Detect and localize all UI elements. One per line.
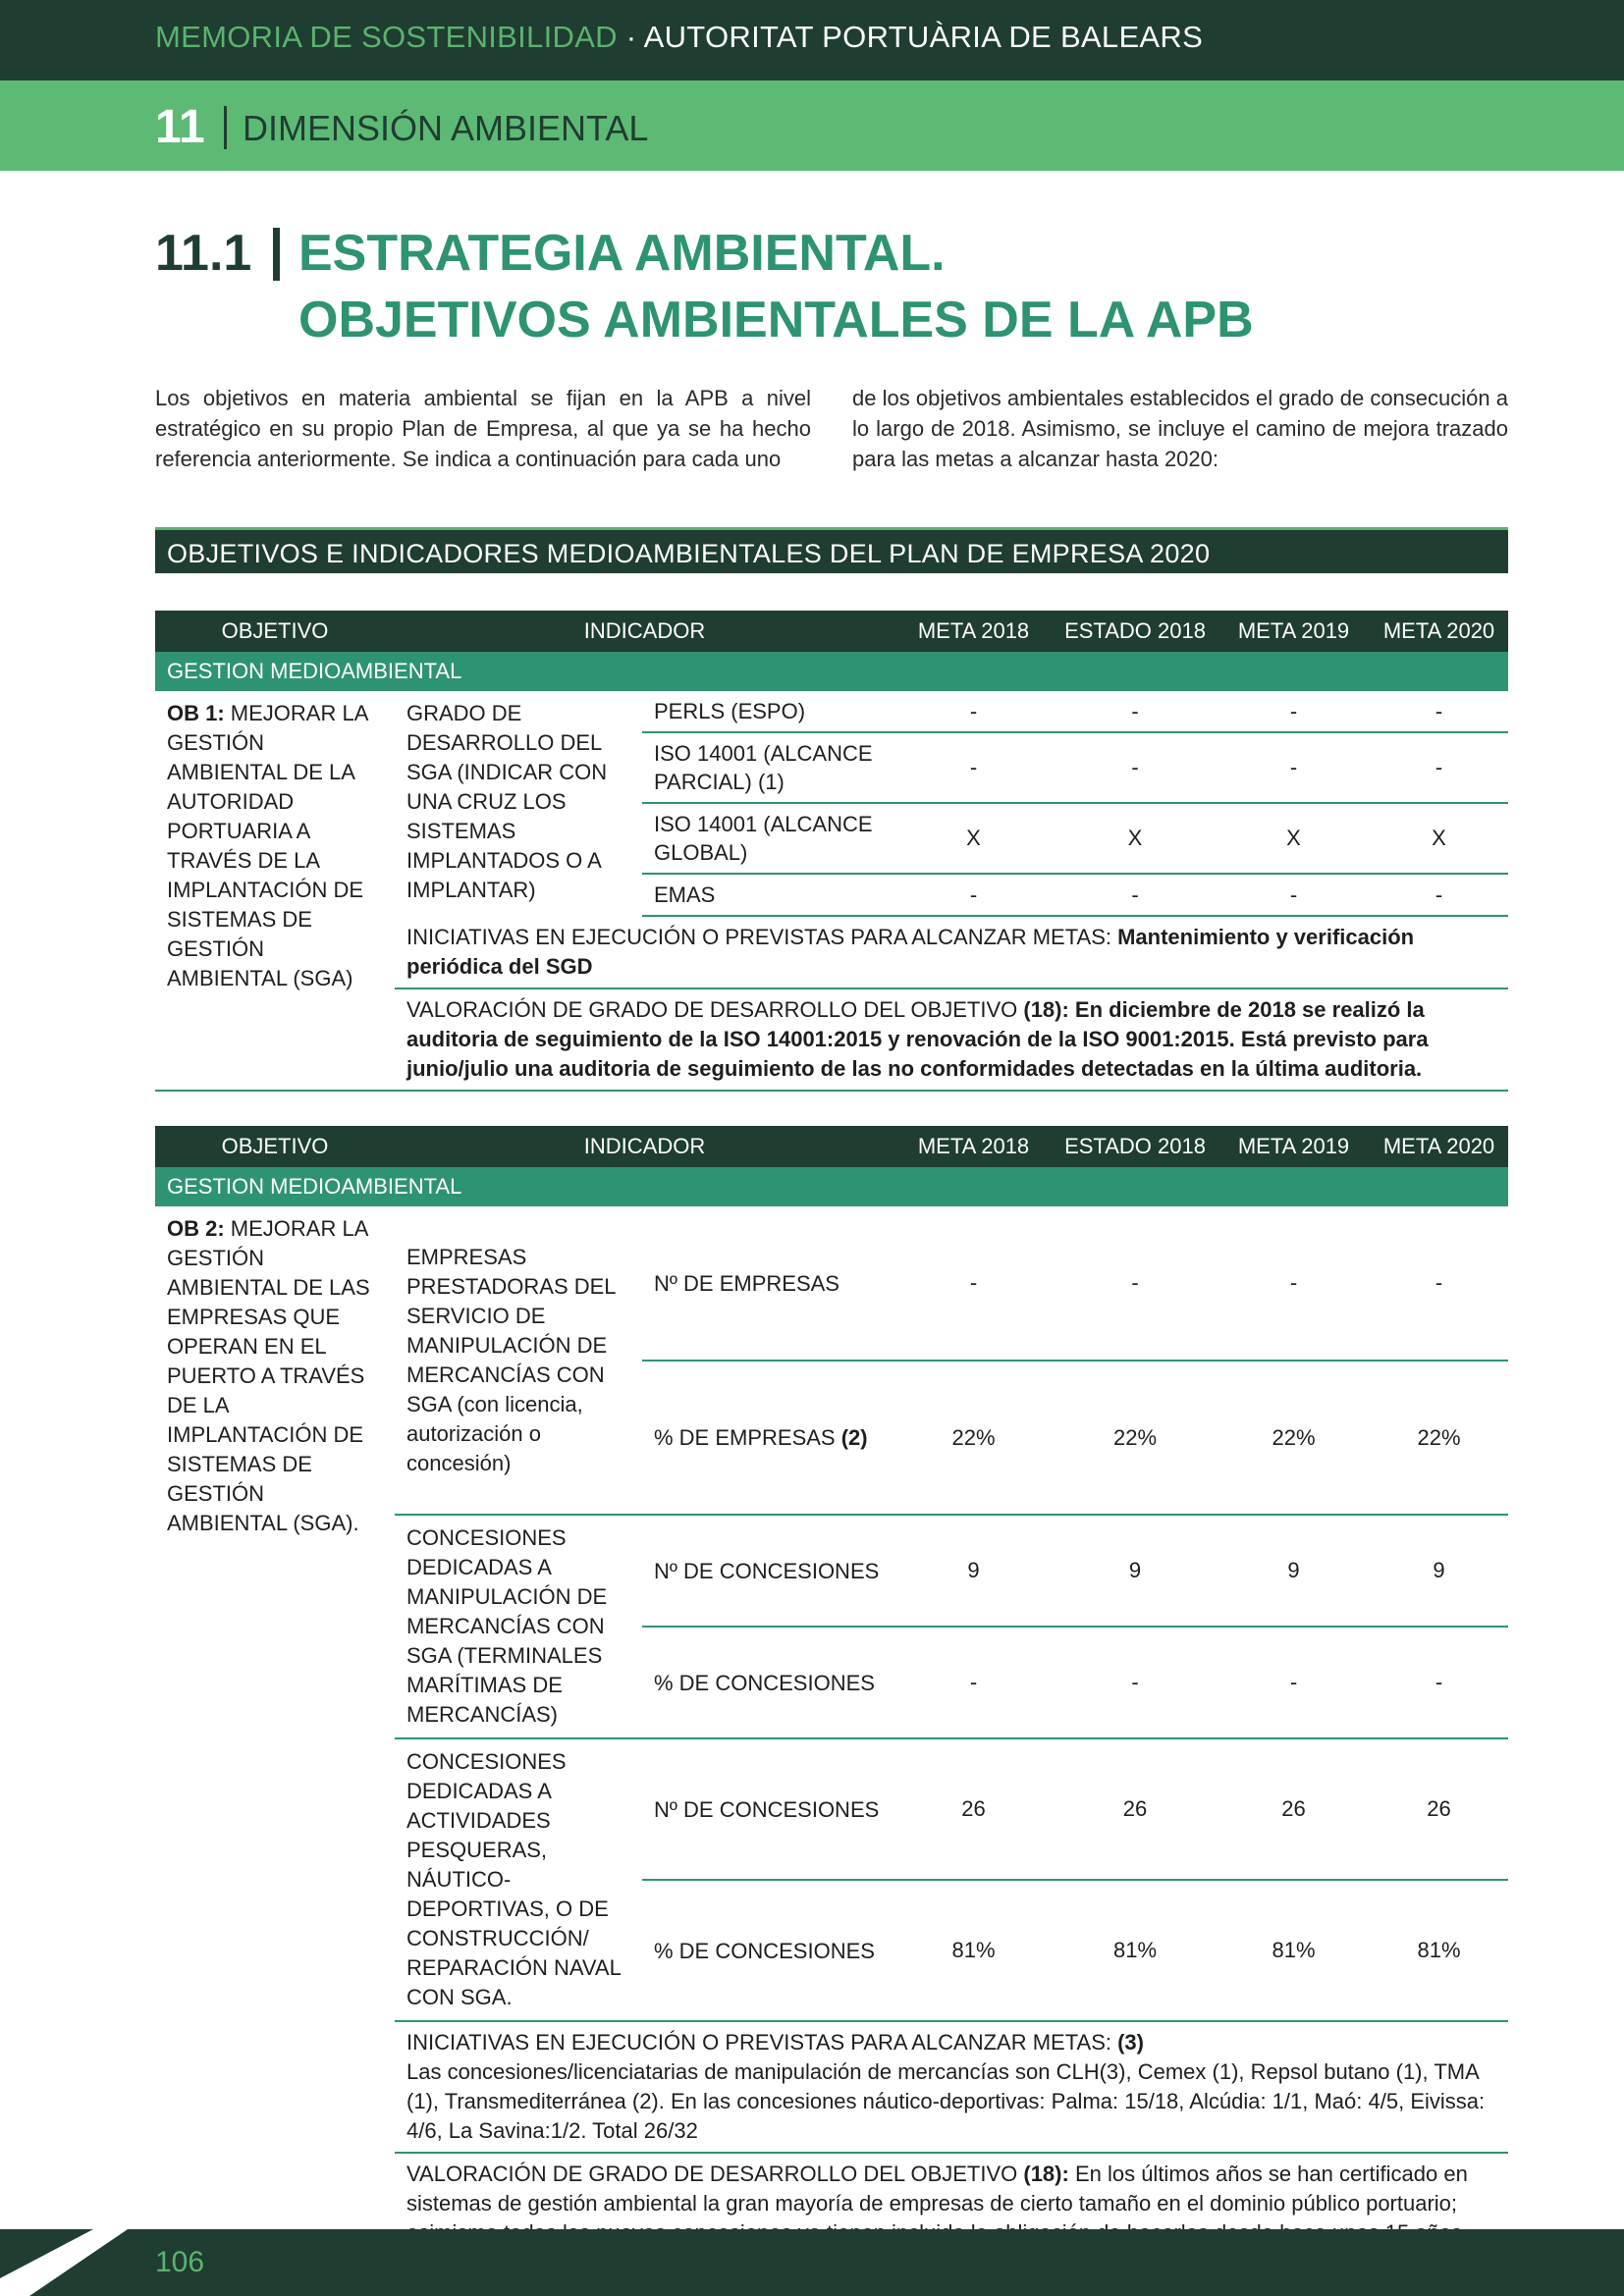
col-objetivo: OBJETIVO	[155, 1126, 395, 1167]
initiatives-label: INICIATIVAS EN EJECUCIÓN O PREVISTAS PARA ALCANZAR METAS:	[406, 925, 1118, 949]
publication-title	[155, 20, 1203, 55]
valoracion-cell	[395, 988, 1508, 1091]
sub-indicator	[642, 1361, 894, 1515]
sub-indicator: ISO 14001 (ALCANCE PARCIAL) (1)	[642, 732, 894, 803]
value-cell: 81%	[1053, 1880, 1218, 2021]
initiatives-cell	[395, 2021, 1508, 2153]
section-bar	[0, 80, 1624, 171]
value-cell: 81%	[894, 1880, 1053, 2021]
title-divider	[273, 228, 280, 281]
value-cell: -	[1370, 1206, 1508, 1361]
initiatives-note: (3)	[1117, 2030, 1144, 2055]
value-cell: 81%	[1218, 1880, 1370, 2021]
value-cell: -	[1370, 874, 1508, 916]
value-cell: 22%	[1218, 1361, 1370, 1515]
col-estado-2018: ESTADO 2018	[1053, 611, 1218, 652]
value-cell: 9	[1053, 1515, 1218, 1627]
objective-text: MEJORAR LA GESTIÓN AMBIENTAL DE LAS EMPRESAS QUE OPERAN EN EL PUERTO A TRAVÉS DE LA IMPLANTACIÓN DE SISTEMAS DE GESTIÓN AMBIENTAL (SGA).	[167, 1216, 370, 1535]
section-number: 11	[155, 101, 205, 153]
col-meta-2019: META 2019	[1218, 1126, 1370, 1167]
sub-indicator: PERLS (ESPO)	[642, 691, 894, 732]
sub-indicator: EMAS	[642, 874, 894, 916]
value-cell: 26	[1370, 1738, 1508, 1880]
table-header-row	[155, 1126, 1508, 1167]
col-indicador: INDICADOR	[395, 1126, 894, 1167]
footer-bar	[0, 2229, 1624, 2296]
valoracion-text: (18): En diciembre de 2018 se realizó la auditoria de seguimiento de la ISO 14001:2015 y renovación de la ISO 9001:2015. Está previsto para junio/julio una auditoria de seguimiento de las no conformidades detectadas en la última auditoria.	[406, 997, 1429, 1081]
group-row	[155, 652, 1508, 691]
value-cell: 26	[894, 1738, 1053, 1880]
objective-text: MEJORAR LA GESTIÓN AMBIENTAL DE LA AUTORIDAD PORTUARIA A TRAVÉS DE LA IMPLANTACIÓN DE SISTEMAS DE GESTIÓN AMBIENTAL (SGA)	[167, 701, 368, 990]
initiatives-text: Las concesiones/licenciatarias de manipulación de mercancías son CLH(3), Cemex (1), Repsol butano (1), TMA (1), Transmediterránea (2). En las concesiones náutico-deportivas: Palma: 15/18, Alcúdia: 1/1, Maó: 4/5, Eivissa: 4/6, La Savina:1/2. Total 26/32	[406, 2059, 1486, 2143]
page-number: 106	[155, 2246, 205, 2278]
group-label: GESTION MEDIOAMBIENTAL	[155, 652, 1508, 691]
sub-indicator-note: (2)	[840, 1425, 868, 1450]
value-cell: -	[1053, 1627, 1218, 1738]
value-cell: X	[1053, 803, 1218, 874]
chapter-title-line2: OBJETIVOS AMBIENTALES DE LA APB	[298, 292, 1254, 348]
value-cell: 81%	[1370, 1880, 1508, 2021]
objectives-table-2	[155, 1126, 1508, 2285]
value-cell: -	[1370, 1627, 1508, 1738]
value-cell: -	[1053, 874, 1218, 916]
sub-indicator: Nº DE CONCESIONES	[642, 1515, 894, 1627]
valoracion-note: (18):	[1023, 2162, 1069, 2186]
objectives-table-1	[155, 611, 1508, 1092]
objective-code: OB 1:	[167, 701, 225, 725]
objective-cell	[155, 691, 395, 1091]
value-cell: X	[1218, 803, 1370, 874]
value-cell: X	[1370, 803, 1508, 874]
intro-paragraph-left: Los objetivos en materia ambiental se fijan en la APB a nivel estratégico en su propio Plan de Empresa, al que ya se ha hecho referencia anteriormente. Se indica a continuación para cada uno	[155, 386, 811, 471]
sub-indicator: ISO 14001 (ALCANCE GLOBAL)	[642, 803, 894, 874]
value-cell: -	[894, 1206, 1053, 1361]
value-cell: -	[1218, 732, 1370, 803]
col-meta-2020: META 2020	[1370, 611, 1508, 652]
value-cell: -	[894, 732, 1053, 803]
valoracion-label: VALORACIÓN DE GRADO DE DESARROLLO DEL OBJETIVO	[406, 2162, 1024, 2186]
value-cell: 22%	[1053, 1361, 1218, 1515]
indicator-cell: CONCESIONES DEDICADAS A MANIPULACIÓN DE MERCANCÍAS CON SGA (TERMINALES MARÍTIMAS DE MERCANCÍAS)	[395, 1515, 642, 1738]
value-cell: -	[1370, 691, 1508, 732]
table-heading-text: OBJETIVOS E INDICADORES MEDIOAMBIENTALES DEL PLAN DE EMPRESA 2020	[167, 539, 1211, 568]
col-indicador: INDICADOR	[395, 611, 894, 652]
value-cell: -	[1053, 732, 1218, 803]
value-cell: 9	[894, 1515, 1053, 1627]
initiatives-text: Mantenimiento y verificación periódica del SGD	[406, 925, 1415, 979]
value-cell: -	[1053, 1206, 1218, 1361]
initiatives-cell	[395, 916, 1508, 988]
col-meta-2020: META 2020	[1370, 1126, 1508, 1167]
value-cell: -	[1218, 1627, 1370, 1738]
objective-cell	[155, 1206, 395, 2284]
sub-indicator: Nº DE CONCESIONES	[642, 1738, 894, 1880]
value-cell: 9	[1218, 1515, 1370, 1627]
valoracion-text: En los últimos años se han certificado en sistemas de gestión ambiental la gran mayoría de empresas de cierto tamaño en el dominio público portuario;	[406, 2162, 1468, 2216]
value-cell: 26	[1218, 1738, 1370, 1880]
sub-indicator: % DE CONCESIONES	[642, 1880, 894, 2021]
top-header-bar	[0, 0, 1624, 80]
valoracion-label: VALORACIÓN DE GRADO DE DESARROLLO DEL OBJETIVO	[406, 997, 1024, 1022]
value-cell: 26	[1053, 1738, 1218, 1880]
table-heading	[155, 527, 1508, 573]
col-estado-2018: ESTADO 2018	[1053, 1126, 1218, 1167]
col-meta-2018: META 2018	[894, 611, 1053, 652]
value-cell: -	[894, 691, 1053, 732]
section-name: DIMENSIÓN AMBIENTAL	[243, 108, 649, 148]
value-cell: -	[1053, 691, 1218, 732]
header-separator: ·	[617, 20, 644, 54]
table-row	[155, 1206, 1508, 1361]
value-cell: -	[1218, 691, 1370, 732]
table-header-row	[155, 611, 1508, 652]
sub-indicator-label: % DE EMPRESAS	[654, 1425, 841, 1450]
sub-indicator: Nº DE EMPRESAS	[642, 1206, 894, 1361]
value-cell: 9	[1370, 1515, 1508, 1627]
col-objetivo: OBJETIVO	[155, 611, 395, 652]
objective-code: OB 2:	[167, 1216, 225, 1241]
value-cell: -	[894, 874, 1053, 916]
value-cell: 22%	[894, 1361, 1053, 1515]
value-cell: 22%	[1370, 1361, 1508, 1515]
group-label: GESTION MEDIOAMBIENTAL	[155, 1167, 1508, 1206]
section-divider	[224, 106, 227, 149]
value-cell: -	[894, 1627, 1053, 1738]
group-row	[155, 1167, 1508, 1206]
indicator-cell: CONCESIONES DEDICADAS A ACTIVIDADES PESQUERAS, NÁUTICO-DEPORTIVAS, O DE CONSTRUCCIÓN/ REPARACIÓN NAVAL CON SGA.	[395, 1738, 642, 2021]
indicator-cell: GRADO DE DESARROLLO DEL SGA (INDICAR CON UNA CRUZ LOS SISTEMAS IMPLANTADOS O A IMPLANTAR)	[406, 701, 608, 902]
value-cell: -	[1218, 1206, 1370, 1361]
value-cell: -	[1218, 874, 1370, 916]
memoria-label: MEMORIA DE SOSTENIBILIDAD	[155, 20, 618, 54]
intro-paragraph-right: de los objetivos ambientales establecidos el grado de consecución a lo largo de 2018. Asimismo, se incluye el camino de mejora trazado para las metas a alcanzar hasta 2020:	[852, 386, 1508, 471]
footer-stripe-decoration	[0, 2229, 137, 2296]
col-meta-2018: META 2018	[894, 1126, 1053, 1167]
indicator-cell: EMPRESAS PRESTADORAS DEL SERVICIO DE MANIPULACIÓN DE MERCANCÍAS CON SGA (con licencia, autorización o concesión)	[395, 1206, 642, 1515]
sub-indicator: % DE CONCESIONES	[642, 1627, 894, 1738]
col-meta-2019: META 2019	[1218, 611, 1370, 652]
organization-label: AUTORITAT PORTUÀRIA DE BALEARS	[643, 20, 1204, 54]
value-cell: -	[1370, 732, 1508, 803]
initiatives-label: INICIATIVAS EN EJECUCIÓN O PREVISTAS PARA ALCANZAR METAS:	[406, 2030, 1118, 2055]
chapter-number: 11.1	[155, 225, 252, 282]
chapter-title-line1: ESTRATEGIA AMBIENTAL.	[298, 225, 946, 282]
value-cell: X	[894, 803, 1053, 874]
table-row	[155, 691, 1508, 732]
